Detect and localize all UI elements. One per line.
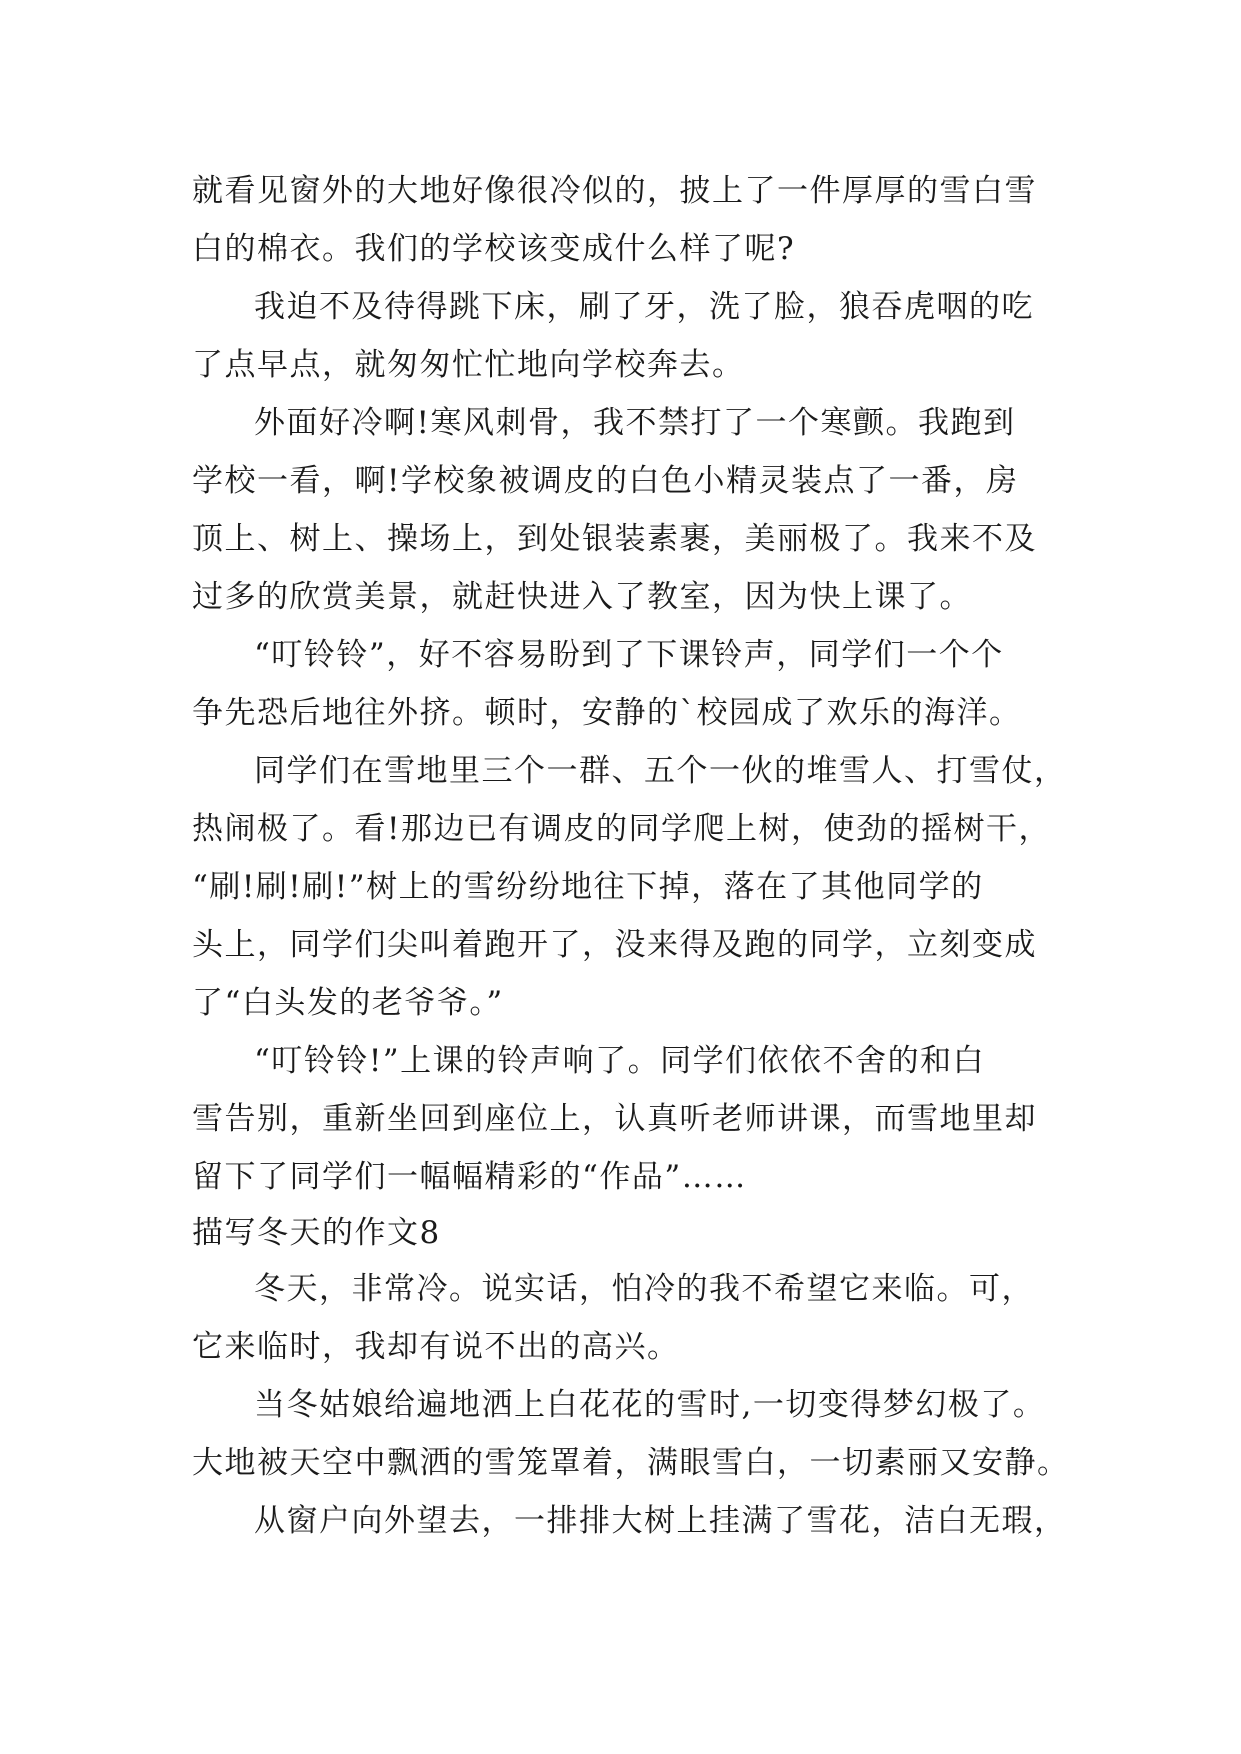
text-line: 外面好冷啊!寒风刺骨，我不禁打了一个寒颤。我跑到 — [254, 405, 1016, 441]
text-line: 过多的欣赏美景，就赶快进入了教室，因为快上课了。 — [192, 579, 972, 615]
text-line: “刷!刷!刷!”树上的雪纷纷地往下掉，落在了其他同学的 — [192, 869, 984, 905]
text-line: “叮铃铃”，好不容易盼到了下课铃声，同学们一个个 — [254, 637, 1004, 673]
section-heading: 描写冬天的作文8 — [192, 1215, 441, 1251]
text-line: 争先恐后地往外挤。顿时，安静的`校园成了欢乐的海洋。 — [192, 695, 1022, 731]
text-line: 它来临时，我却有说不出的高兴。 — [192, 1329, 680, 1365]
text-line: 从窗户向外望去，一排排大树上挂满了雪花，洁白无瑕， — [254, 1503, 1067, 1539]
text-line: 当冬姑娘给遍地洒上白花花的雪时,一切变得梦幻极了。 — [254, 1387, 1046, 1423]
text-line: 我迫不及待得跳下床，刷了牙，洗了脸，狼吞虎咽的吃 — [254, 289, 1034, 325]
text-line: 白的棉衣。我们的学校该变成什么样了呢? — [192, 231, 796, 267]
document-body — [192, 162, 1092, 1550]
text-line: 头上，同学们尖叫着跑开了，没来得及跑的同学，立刻变成 — [192, 927, 1037, 963]
text-line: 了点早点，就匆匆忙忙地向学校奔去。 — [192, 347, 745, 383]
text-line: “叮铃铃!”上课的铃声响了。同学们依依不舍的和白 — [254, 1043, 986, 1079]
text-line: 雪告别，重新坐回到座位上，认真听老师讲课，而雪地里却 — [192, 1101, 1037, 1137]
text-line: 学校一看，啊!学校象被调皮的白色小精灵装点了一番，房 — [192, 463, 1019, 499]
text-line: 同学们在雪地里三个一群、五个一伙的堆雪人、打雪仗， — [254, 753, 1067, 789]
text-line: 留下了同学们一幅幅精彩的“作品”…… — [192, 1159, 747, 1195]
text-line: 冬天，非常冷。说实话，怕冷的我不希望它来临。可， — [254, 1271, 1034, 1307]
text-line: 了“白头发的老爷爷。” — [192, 985, 504, 1021]
text-line: 热闹极了。看!那边已有调皮的同学爬上树，使劲的摇树干， — [192, 811, 1051, 847]
text-line: 就看见窗外的大地好像很冷似的，披上了一件厚厚的雪白雪 — [192, 173, 1037, 209]
text-line: 顶上、树上、操场上，到处银装素裹，美丽极了。我来不及 — [192, 521, 1037, 557]
text-line: 大地被天空中飘洒的雪笼罩着，满眼雪白，一切素丽又安静。 — [192, 1445, 1070, 1481]
